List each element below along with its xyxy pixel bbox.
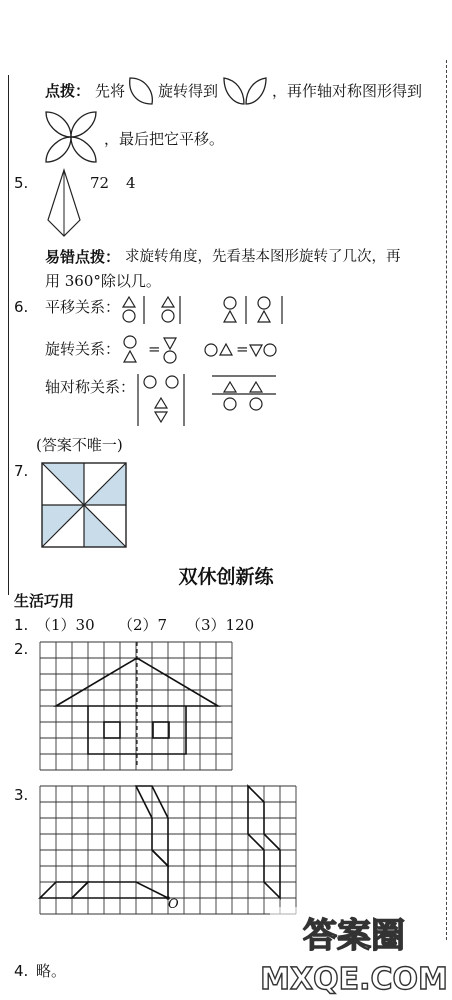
hint-text-c: ，再作轴对称图形得到 [272, 82, 423, 100]
four-petal-flower-icon [42, 108, 100, 166]
s1-item-2: （2）7 [118, 616, 168, 634]
q6-axis-label: 轴对称关系： [45, 378, 136, 396]
s1-item-1: （1）30 [36, 616, 95, 634]
kite-shape-icon [44, 168, 84, 238]
q6-number: 6. [14, 298, 29, 316]
s3-number: 3. [14, 786, 29, 804]
q6-note: (答案不唯一) [36, 436, 123, 454]
error-hint-line1: 求旋转角度，先看基本图形旋转了几次，再 [125, 249, 401, 265]
section-title: 双休创新练 [178, 566, 274, 588]
petal-figure-icon [126, 74, 156, 108]
s4-number: 4. [14, 962, 29, 980]
error-hint-label: 易错点拨： [45, 248, 121, 266]
double-petal-figure-icon [220, 72, 270, 108]
translation-shapes-left [120, 294, 190, 326]
subsection-title: 生活巧用 [14, 592, 75, 610]
left-margin-line [8, 75, 9, 595]
error-hint-line2: 用 360°除以几。 [45, 272, 161, 290]
translation-shapes-right [222, 294, 292, 326]
s2-number: 2. [14, 640, 29, 658]
hint-text-d: ，最后把它平移。 [104, 130, 225, 148]
axis-symmetry-shapes-right [210, 374, 280, 414]
q5-answer-b: 4 [126, 174, 136, 192]
s4-text: 略。 [36, 962, 67, 980]
q6-rotation-label: 旋转关系： [45, 340, 121, 358]
q6-translation-label: 平移关系： [45, 298, 121, 316]
q5-number: 5. [14, 174, 29, 192]
s1-number: 1. [14, 616, 29, 634]
svg-text:答案圈: 答案圈 [303, 916, 405, 956]
rotation-equals-2: = [236, 340, 249, 358]
right-margin-dashes [446, 60, 447, 940]
watermark-logo [260, 905, 448, 1000]
axis-symmetry-shapes-left [136, 372, 192, 428]
rotation-equals-1: = [148, 340, 161, 358]
q5-answer-a: 72 [90, 174, 110, 192]
s3-origin-label: O [168, 897, 179, 912]
hint-label: 点拨： [45, 82, 91, 100]
q7-pinwheel-square [42, 463, 126, 547]
hint-text-b: 旋转得到 [158, 82, 219, 100]
q7-number: 7. [14, 462, 29, 480]
svg-text:MXQE.COM: MXQE.COM [260, 962, 448, 997]
hint-text-a: 先将 [95, 82, 126, 100]
s1-item-3: （3）120 [186, 616, 255, 634]
s2-house-grid [40, 642, 234, 768]
